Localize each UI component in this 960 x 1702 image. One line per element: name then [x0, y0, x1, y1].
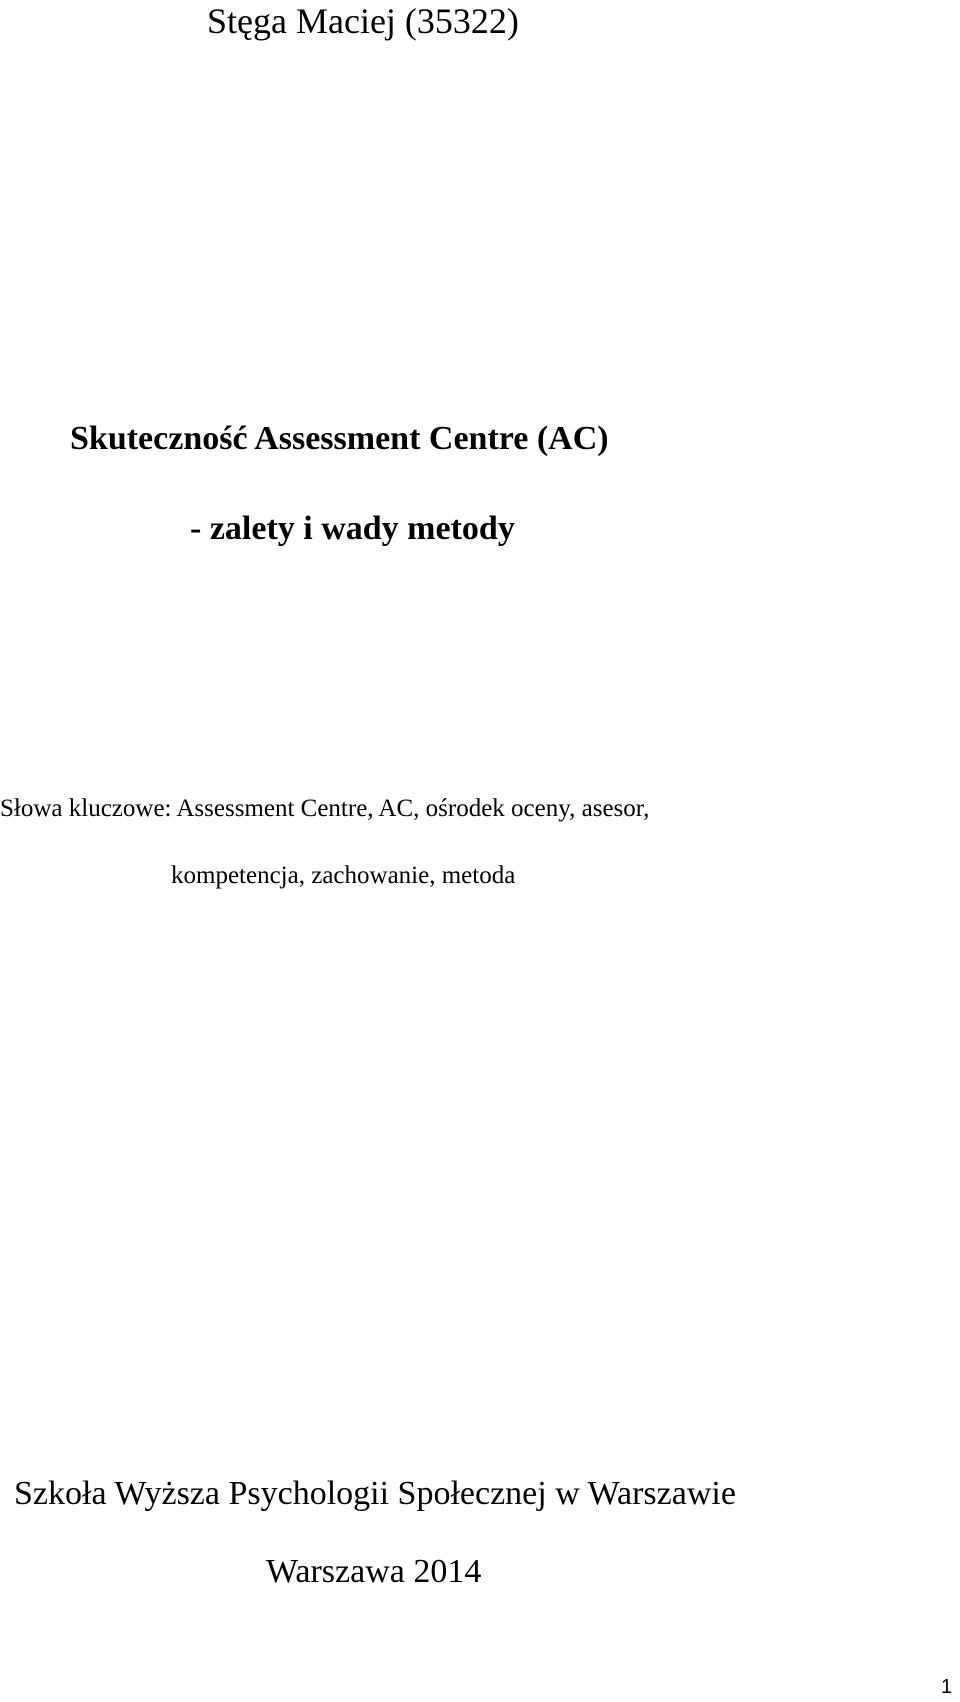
institution-name: Szkoła Wyższa Psychologii Społecznej w Warszawie	[14, 1475, 736, 1512]
place-and-year: Warszawa 2014	[266, 1553, 482, 1590]
keywords-line-2: kompetencja, zachowanie, metoda	[171, 862, 516, 889]
author-name: Stęga Maciej (35322)	[207, 1, 519, 41]
keywords-line-1: Słowa kluczowe: Assessment Centre, AC, ośrodek oceny, asesor,	[0, 795, 650, 822]
page-number: 1	[941, 1676, 953, 1698]
document-subtitle: - zalety i wady metody	[190, 510, 515, 547]
document-title: Skuteczność Assessment Centre (AC)	[70, 420, 609, 457]
